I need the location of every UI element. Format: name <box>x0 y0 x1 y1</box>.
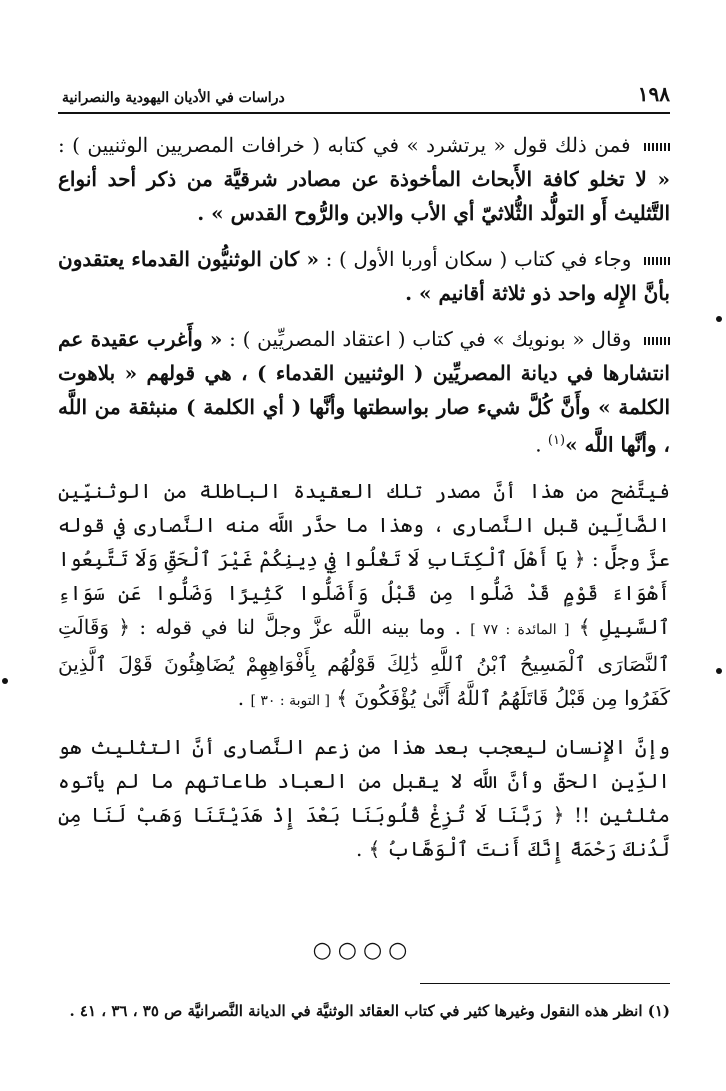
paragraph-2 <box>58 242 670 310</box>
paragraph-4-end: . <box>237 685 251 710</box>
margin-dot-icon <box>716 316 722 322</box>
paragraph-1 <box>58 128 670 230</box>
margin-dot-icon <box>2 678 8 684</box>
ornament-bullet-icon <box>644 143 670 151</box>
main-text <box>58 128 670 878</box>
paragraph-5 <box>58 730 670 866</box>
paragraph-5-text: وإنَّ الإِنسان ليعجب بعد هذا من زعم النَّصارى أنَّ التثليث هو الدِّين الحقّ وأنَّ اللَّه لا يقبل من العباد طاعاتهم ما لم يأتوه مثلثين !! <box>58 734 671 827</box>
header-rule <box>58 112 670 114</box>
verse-reference-1: [ المائدة : ٧٧ ] <box>470 621 570 638</box>
quran-verse-2: ﴿ وَقَالَتِ ٱلنَّصَارَى ٱلْمَسِيحُ ٱبْنُ ٱللَّهِ ذَٰلِكَ قَوْلُهُم بِأَفْوَاهِهِمْ يُضَاهِئُونَ قَوْلَ ٱلَّذِينَ كَفَرُوا مِن قَبْلُ قَاتَلَهُمُ ٱللَّهُ أَنَّىٰ يُؤْفَكُونَ ﴾ <box>58 614 670 710</box>
paragraph-1-lead: فمن ذلك قول « يرتشرد » في كتابه ( خرافات المصريين الوثنيين ) : <box>58 133 631 157</box>
ornament-bullet-icon <box>644 257 670 265</box>
paragraph-3-end: . <box>535 432 548 457</box>
paragraph-4-text-2: . وما بينه اللَّه عزَّ وجلَّ لنا في قوله : <box>139 614 461 639</box>
paragraph-1-quote: « لا تخلو كافة الأَبحاث المأخوذة عن مصادر شرقيَّة من ذكر أحد أنواع التَّثليث أَو التولُّد الثُّلاثيّ أي الأب والابن والرُّوح القدس » . <box>58 167 670 225</box>
page-header <box>58 80 670 106</box>
paragraph-2-lead: وجاء في كتاب ( سكان أوربا الأول ) : <box>325 247 632 271</box>
verse-reference-2: [ التوبة : ٣٠ ] <box>250 692 330 709</box>
paragraph-3-lead: وقال « بونويك » في كتاب ( اعتقاد المصريِّين ) : <box>229 327 632 351</box>
paragraph-3-quote: « وأَغرب عقيدة عم انتشارها في ديانة المصريِّين ( الوثنيين القدماء ) ، هي قولهم « بلاهوت الكلمة » وأَنَّ كُلَّ شيء صار بواسطتها وأنَّها ( أي الكلمة ) منبثقة من اللَّه ، وأنَّها اللَّه » <box>58 327 670 457</box>
running-title: دراسات في الأديان اليهودية والنصرانية <box>62 90 285 106</box>
quran-verse-3: ﴿ رَبَّنَا لَا تُزِغْ قُلُوبَنَا بَعْدَ إِذْ هَدَيْتَنَا وَهَبْ لَنَا مِن لَّدُنكَ رَحْمَةً إِنَّكَ أَنتَ ٱلْوَهَّابُ ﴾ <box>58 802 670 861</box>
footnote: (١) انظر هذه النقول وغيرها كثير في كتاب العقائد الوثنيَّة في الديانة النَّصرانيَّة ص ٣٥ ، ٣٦ ، ٤١ . <box>69 1002 670 1020</box>
footnote-rule <box>420 983 670 984</box>
page-number: ١٩٨ <box>637 82 670 106</box>
ornament-bullet-icon <box>644 337 670 345</box>
paragraph-3 <box>58 322 670 462</box>
paragraph-5-end: . <box>355 836 369 861</box>
paragraph-2-quote: « كان الوثنيُّون القدماء يعتقدون بأنَّ الإِله واحد ذو ثلاثة أقانيم » . <box>58 247 670 305</box>
margin-dot-icon <box>716 668 722 674</box>
paragraph-4-text-1: فيتَّضح من هذا أنَّ مصدر تلك العقيدة الباطلة من الوثنيِّين الضَّالِّين قبل النَّصارى ، وهذا ما حذَّر اللَّه منه النَّصارى في قوله عزَّ وجلَّ : <box>58 478 671 571</box>
paragraph-4 <box>58 474 670 718</box>
footnote-marker: (١) <box>547 433 566 448</box>
quran-verse-1: ﴿ يَا أَهْلَ ٱلْكِتَابِ لَا تَغْلُوا فِي دِينِكُمْ غَيْرَ ٱلْحَقِّ وَلَا تَتَّبِعُوا أَهْوَاءَ قَوْمٍ قَدْ ضَلُّوا مِن قَبْلُ وَأَضَلُّوا كَثِيرًا وَضَلُّوا عَن سَوَاءِ ٱلسَّبِيلِ ﴾ <box>58 546 671 639</box>
section-separator: ○○○○ <box>312 938 414 963</box>
